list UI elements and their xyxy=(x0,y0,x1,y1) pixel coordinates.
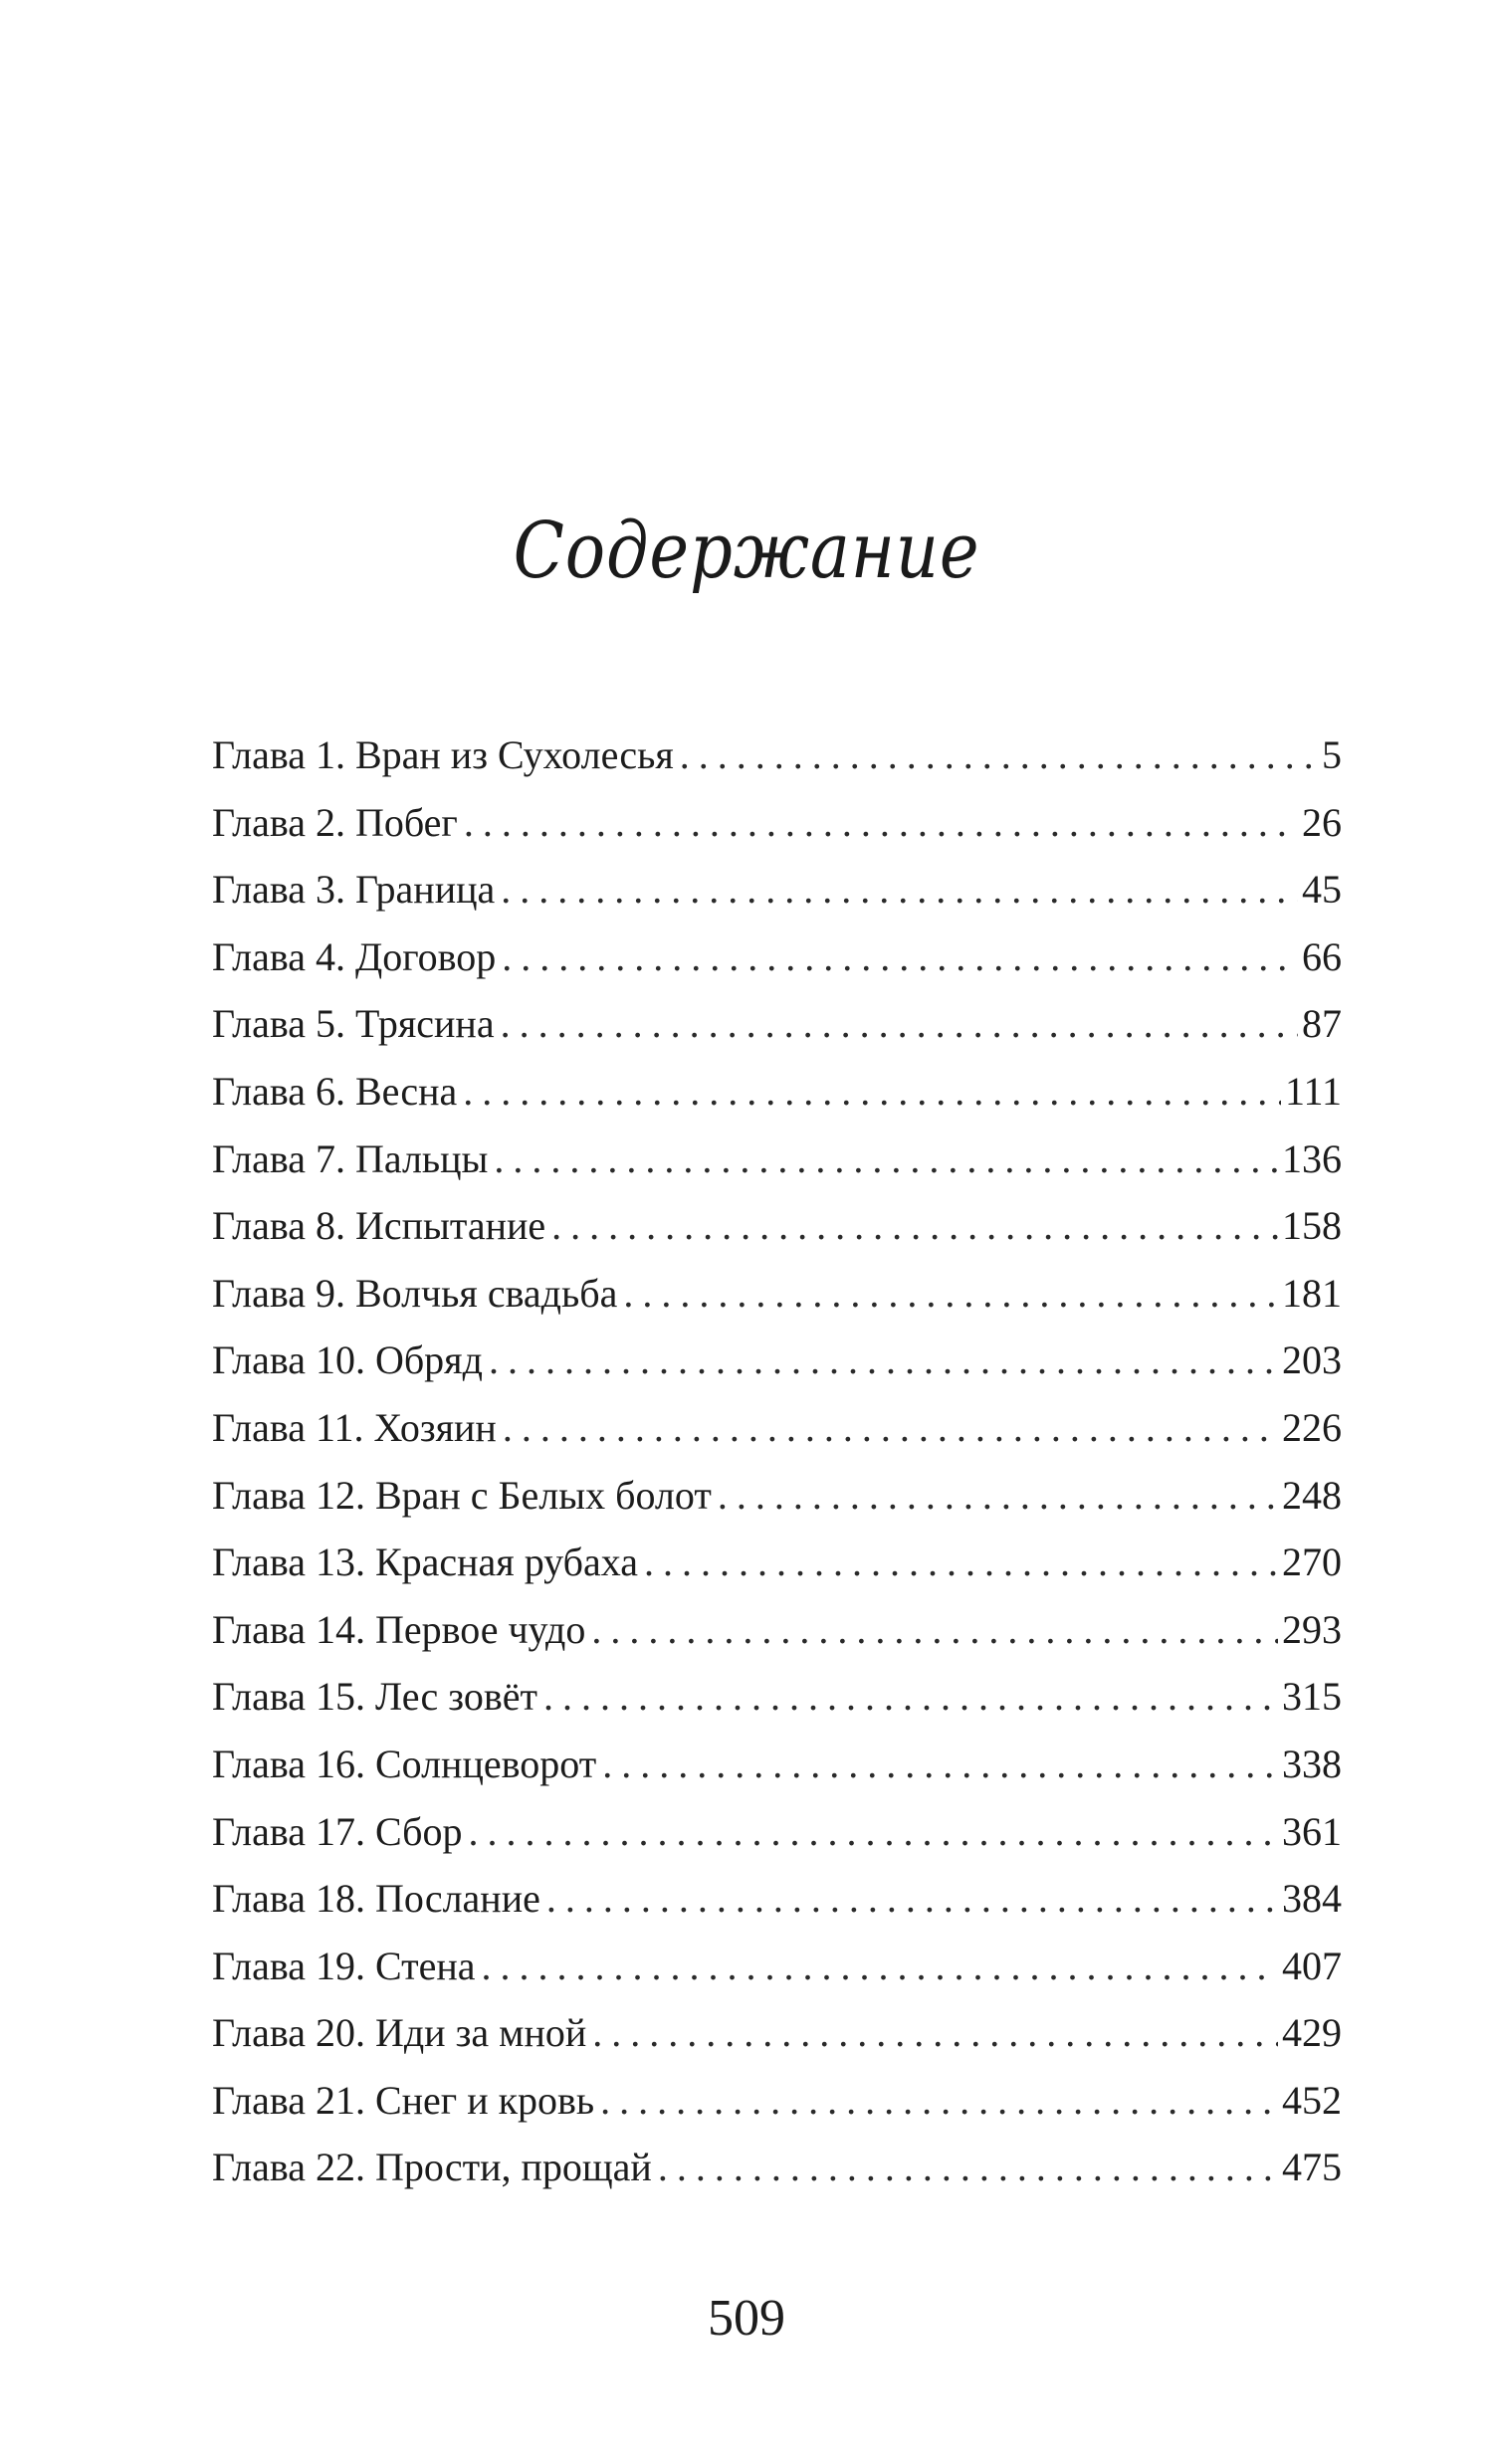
toc-entry xyxy=(212,856,1342,924)
dot-leader xyxy=(718,1462,1278,1530)
toc-entry xyxy=(212,1731,1342,1798)
toc-entry-label: Глава 9. Волчья свадьба xyxy=(212,1270,618,1316)
dot-leader xyxy=(600,2067,1278,2135)
dot-leader xyxy=(551,1192,1278,1260)
dot-leader xyxy=(463,1058,1281,1126)
dot-leader xyxy=(494,1126,1278,1193)
page-title: Содержание xyxy=(513,507,980,596)
toc-entry xyxy=(212,2067,1342,2135)
toc-entry-page: 407 xyxy=(1282,1943,1342,1988)
toc-entry-label: Глава 7. Пальцы xyxy=(212,1135,489,1181)
dot-leader xyxy=(468,1798,1278,1866)
toc-entry xyxy=(212,1192,1342,1260)
toc-entry-page: 45 xyxy=(1302,867,1342,913)
toc-entry-label: Глава 5. Трясина xyxy=(212,1001,495,1047)
toc-entry xyxy=(212,1260,1342,1328)
toc-entry-page: 315 xyxy=(1282,1674,1342,1720)
toc-entry xyxy=(212,1126,1342,1193)
toc-entry-page: 384 xyxy=(1282,1876,1342,1922)
toc-entry-page: 248 xyxy=(1282,1472,1342,1518)
dot-leader xyxy=(503,1394,1278,1462)
toc-entry xyxy=(212,789,1342,857)
toc-entry xyxy=(212,990,1342,1058)
toc-entry-page: 181 xyxy=(1282,1270,1342,1316)
toc-entry-label: Глава 1. Вран из Сухолесья xyxy=(212,732,674,777)
toc-entry-page: 136 xyxy=(1282,1135,1342,1181)
toc-entry xyxy=(212,1327,1342,1394)
toc-entry-label: Глава 19. Стена xyxy=(212,1943,476,1988)
toc-entry-label: Глава 20. Иди за мной xyxy=(212,2010,587,2056)
toc-entry-label: Глава 10. Обряд xyxy=(212,1337,483,1383)
toc-entry xyxy=(212,2134,1342,2201)
toc-entry-label: Глава 13. Красная рубаха xyxy=(212,1540,638,1585)
toc-entry-label: Глава 14. Первое чудо xyxy=(212,1606,586,1652)
toc-entry xyxy=(212,1394,1342,1462)
toc-entry-page: 158 xyxy=(1282,1203,1342,1249)
toc-entry-label: Глава 6. Весна xyxy=(212,1068,458,1114)
toc-entry-page: 429 xyxy=(1282,2010,1342,2056)
toc-entry-label: Глава 3. Граница xyxy=(212,867,496,913)
toc-entry-page: 66 xyxy=(1302,933,1342,979)
page-number: 509 xyxy=(708,2290,785,2347)
toc-entry-label: Глава 2. Побег xyxy=(212,799,458,845)
dot-leader xyxy=(644,1529,1278,1596)
dot-leader xyxy=(546,1865,1278,1933)
dot-leader xyxy=(680,721,1318,789)
toc-entry xyxy=(212,721,1342,789)
toc-entry-page: 87 xyxy=(1302,1001,1342,1047)
toc-entry-page: 452 xyxy=(1282,2077,1342,2123)
dot-leader xyxy=(502,924,1298,991)
toc-entry-page: 226 xyxy=(1282,1404,1342,1450)
dot-leader xyxy=(591,1596,1278,1664)
toc-entry xyxy=(212,1798,1342,1866)
toc-entry-label: Глава 22. Прости, прощай xyxy=(212,2145,652,2190)
dot-leader xyxy=(658,2134,1278,2201)
toc-entry xyxy=(212,1462,1342,1530)
toc-entry-page: 270 xyxy=(1282,1540,1342,1585)
toc-entry-label: Глава 11. Хозяин xyxy=(212,1404,497,1450)
toc-entry-label: Глава 4. Договор xyxy=(212,933,497,979)
table-of-contents xyxy=(212,721,1342,2201)
toc-entry xyxy=(212,1865,1342,1933)
dot-leader xyxy=(489,1327,1278,1394)
dot-leader xyxy=(623,1260,1278,1328)
toc-entry xyxy=(212,1663,1342,1731)
dot-leader xyxy=(543,1663,1278,1731)
toc-entry-label: Глава 21. Снег и кровь xyxy=(212,2077,595,2123)
toc-entry-page: 26 xyxy=(1302,799,1342,845)
toc-entry-page: 5 xyxy=(1322,732,1342,777)
toc-entry-page: 293 xyxy=(1282,1606,1342,1652)
toc-entry-label: Глава 15. Лес зовёт xyxy=(212,1674,537,1720)
toc-entry-label: Глава 18. Послание xyxy=(212,1876,540,1922)
dot-leader xyxy=(592,1999,1278,2067)
toc-entry-page: 111 xyxy=(1284,1068,1342,1114)
toc-entry-page: 203 xyxy=(1282,1337,1342,1383)
toc-entry-label: Глава 17. Сбор xyxy=(212,1808,463,1854)
toc-entry xyxy=(212,1999,1342,2067)
toc-entry-page: 475 xyxy=(1282,2145,1342,2190)
toc-entry-label: Глава 12. Вран с Белых болот xyxy=(212,1472,712,1518)
toc-entry-label: Глава 16. Солнцеворот xyxy=(212,1741,597,1786)
toc-entry xyxy=(212,924,1342,991)
toc-entry-label: Глава 8. Испытание xyxy=(212,1203,546,1249)
toc-entry xyxy=(212,1529,1342,1596)
toc-entry-page: 361 xyxy=(1282,1808,1342,1854)
dot-leader xyxy=(602,1731,1278,1798)
toc-entry xyxy=(212,1933,1342,2000)
toc-entry-page: 338 xyxy=(1282,1741,1342,1786)
dot-leader xyxy=(501,990,1298,1058)
toc-entry xyxy=(212,1596,1342,1664)
toc-entry xyxy=(212,1058,1342,1126)
dot-leader xyxy=(482,1933,1279,2000)
dot-leader xyxy=(464,789,1298,857)
dot-leader xyxy=(501,856,1298,924)
